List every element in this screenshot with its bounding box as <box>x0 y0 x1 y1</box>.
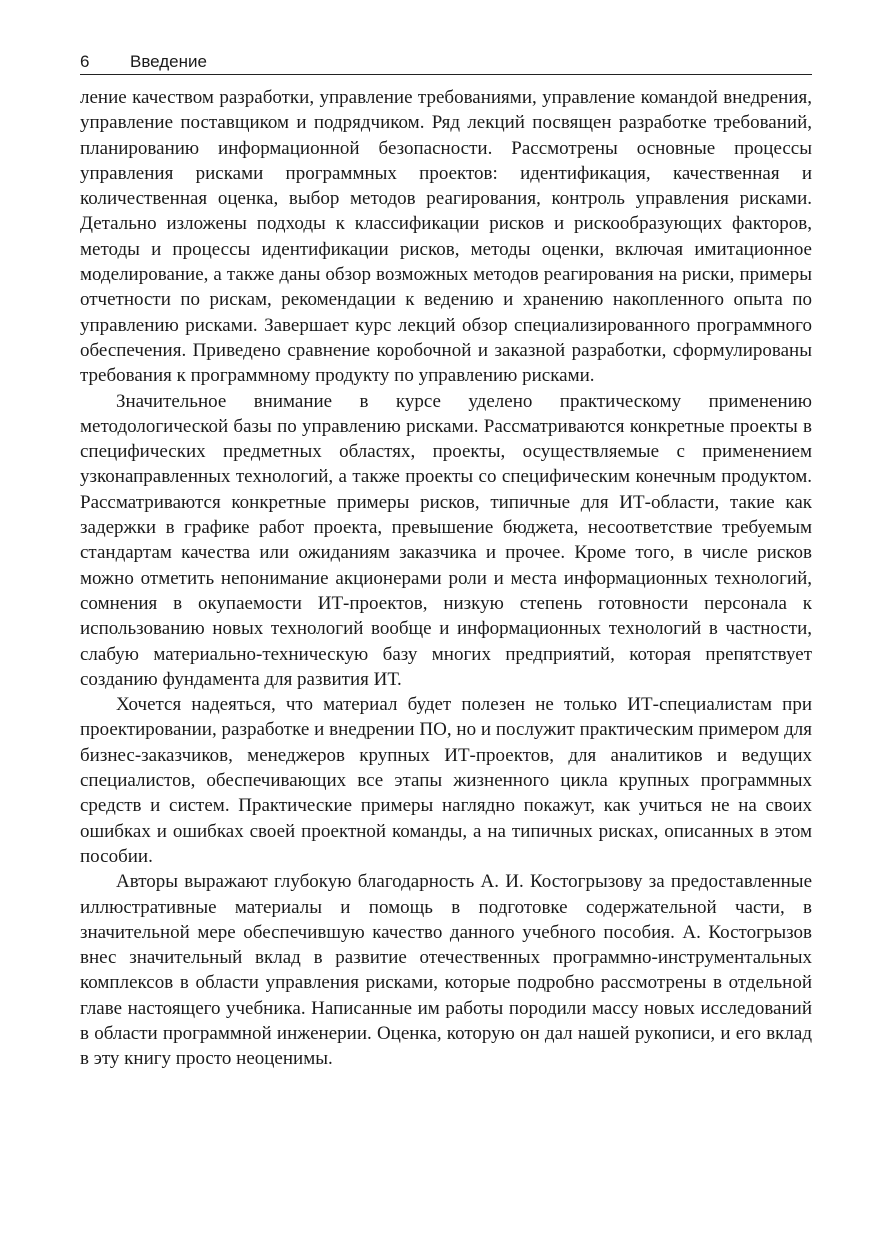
running-head: Введение <box>130 52 207 71</box>
document-page <box>80 52 812 1072</box>
paragraph-3: Хочется надеяться, что материал будет полезен не только ИТ-специалистам при проектировании, разработке и внедрении ПО, но и послужит практическим примером для бизнес-заказчиков, менеджеров крупных ИТ-проектов, для аналитиков и ведущих специалистов, обеспечивающих все этапы жизненного цикла крупных программных средств и систем. Практические примеры наглядно покажут, как учиться не на своих ошибках и ошибках своей проектной команды, а на типичных рисках, описанных в этом пособии. <box>80 694 812 867</box>
paragraph-2: Значительное внимание в курсе уделено практическому применению методологической базы по управлению рисками. Рассматриваются конкретные проекты в специфических предметных областях, проекты, осуществляемые с применением узконаправленных технологий, а также проекты со специфическим конечным продуктом. Рассматриваются конкретные примеры рисков, типичные для ИТ-области, такие как задержки в графике работ проекта, превышение бюджета, несоответствие требуемым стандартам качества или ожиданиям заказчика и прочее. Кроме того, в числе рисков можно отметить непонимание акционерами роли и места информационных технологий, сомнения в окупаемости ИТ-проектов, низкую степень готовности персонала к использованию новых технологий вообще и информационных технологий в частности, слабую материально-техническую базу многих предприятий, которая препятствует созданию фундамента для развития ИТ. <box>80 390 812 690</box>
page-number: 6 <box>80 52 90 71</box>
paragraph-4: Авторы выражают глубокую благодарность А. И. Костогрызову за предоставленные иллюстративные материалы и помощь в подготовке содержательной части, в значительной мере обеспечившую качество данного учебного пособия. А. Костогрызов внес значительный вклад в развитие отечественных программно-инструментальных комплексов в области управления рисками, которые подробно рассмотрены в отдельной главе настоящего учебника. Написанные им работы породили массу новых исследований в области программной инженерии. Оценка, которую он дал нашей рукописи, и его вклад в эту книгу просто неоценимы. <box>80 871 812 1070</box>
paragraph-1: ление качеством разработки, управление требованиями, управление командой внедрения, управление поставщиком и подрядчиком. Ряд лекций посвящен разработке требований, планированию информационной безопасности. Рассмотрены основные процессы управления рисками программных проектов: идентификация, качественная и количественная оценка, выбор методов реагирования, контроль управления рисками. Детально изложены подходы к классификации рисков и рискообразующих факторов, методы и процессы идентификации рисков, методы оценки, включая имитационное моделирование, а также даны обзор возможных методов реагирования на риски, примеры отчетности по рискам, рекомендации к ведению и хранению накопленного опыта по управлению рисками. Завершает курс лекций обзор специализированного программного обеспечения. Приведено сравнение коробочной и заказной разработки, сформулированы требования к программному продукту по управлению рисками. <box>80 87 812 387</box>
body-text <box>80 85 812 1072</box>
page-header <box>80 52 812 75</box>
